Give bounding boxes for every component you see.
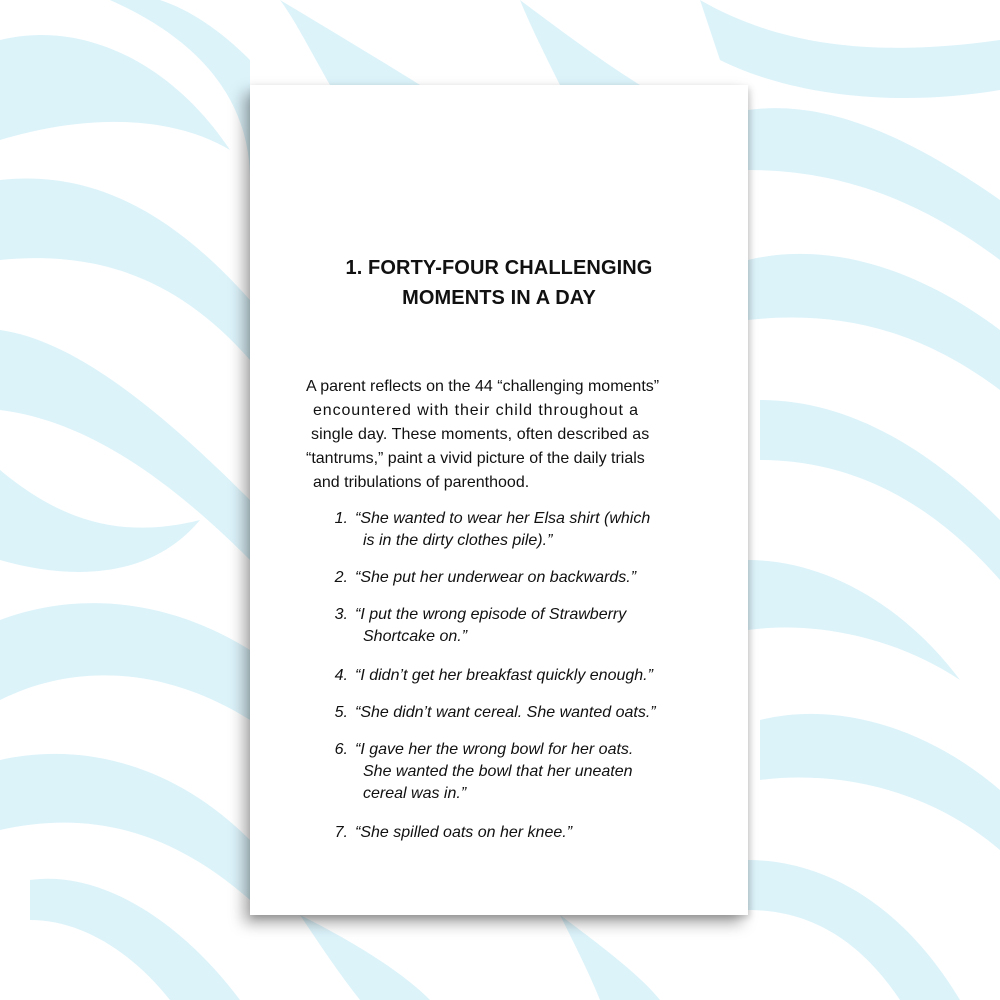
list-item-text: “She spilled oats on her knee.” <box>355 824 573 841</box>
intro-line: single day. These moments, often described as <box>311 426 650 443</box>
intro-paragraph <box>306 375 706 495</box>
swirl-shape <box>560 915 660 1000</box>
swirl-shape <box>760 400 1000 580</box>
list-item-text: Shortcake on.” <box>363 628 468 645</box>
list-item-number: 7. <box>334 824 348 841</box>
list-item-text: “She wanted to wear her Elsa shirt (which <box>355 510 651 527</box>
intro-line: encountered with their child throughout a <box>313 402 639 419</box>
list-item-number: 1. <box>334 510 348 527</box>
page-title <box>250 253 748 313</box>
intro-line: and tribulations of parenthood. <box>313 474 530 491</box>
swirl-shape <box>760 714 1000 850</box>
list-item-number: 4. <box>334 667 348 684</box>
list-item-text: “She put her underwear on backwards.” <box>355 569 637 586</box>
title-line: 1. FORTY-FOUR CHALLENGING <box>345 257 653 279</box>
list-item-text: “I put the wrong episode of Strawberry <box>355 606 627 623</box>
list-item-number: 2. <box>334 569 348 586</box>
list-item-text: cereal was in.” <box>363 785 467 802</box>
list-item-text: “I gave her the wrong bowl for her oats. <box>355 741 634 758</box>
swirl-shape <box>748 254 1000 390</box>
list-item-text: “I didn’t get her breakfast quickly enough.” <box>355 667 653 684</box>
document-page <box>250 85 748 915</box>
list-item-number: 5. <box>334 704 348 721</box>
swirl-shape <box>748 108 1000 260</box>
swirl-shape <box>300 915 430 1000</box>
list-item-text: is in the dirty clothes pile).” <box>363 532 553 549</box>
list-item-number: 3. <box>334 606 348 623</box>
title-line: MOMENTS IN A DAY <box>402 287 596 309</box>
list-item-number: 6. <box>334 741 348 758</box>
intro-line: A parent reflects on the 44 “challenging moments” <box>306 378 660 395</box>
intro-line: “tantrums,” paint a vivid picture of the daily trials <box>306 450 645 467</box>
swirl-shape <box>0 603 250 720</box>
swirl-shape <box>748 860 960 1000</box>
swirl-shape <box>700 0 1000 98</box>
swirl-shape <box>280 0 420 85</box>
list-item-text: She wanted the bowl that her uneaten <box>363 763 633 780</box>
swirl-shape <box>748 560 960 680</box>
list-item-text: “She didn’t want cereal. She wanted oats.” <box>355 704 656 721</box>
swirl-shape <box>0 754 250 900</box>
swirl-shape <box>0 179 250 361</box>
swirl-shape <box>520 0 640 85</box>
swirl-shape <box>30 879 240 1000</box>
